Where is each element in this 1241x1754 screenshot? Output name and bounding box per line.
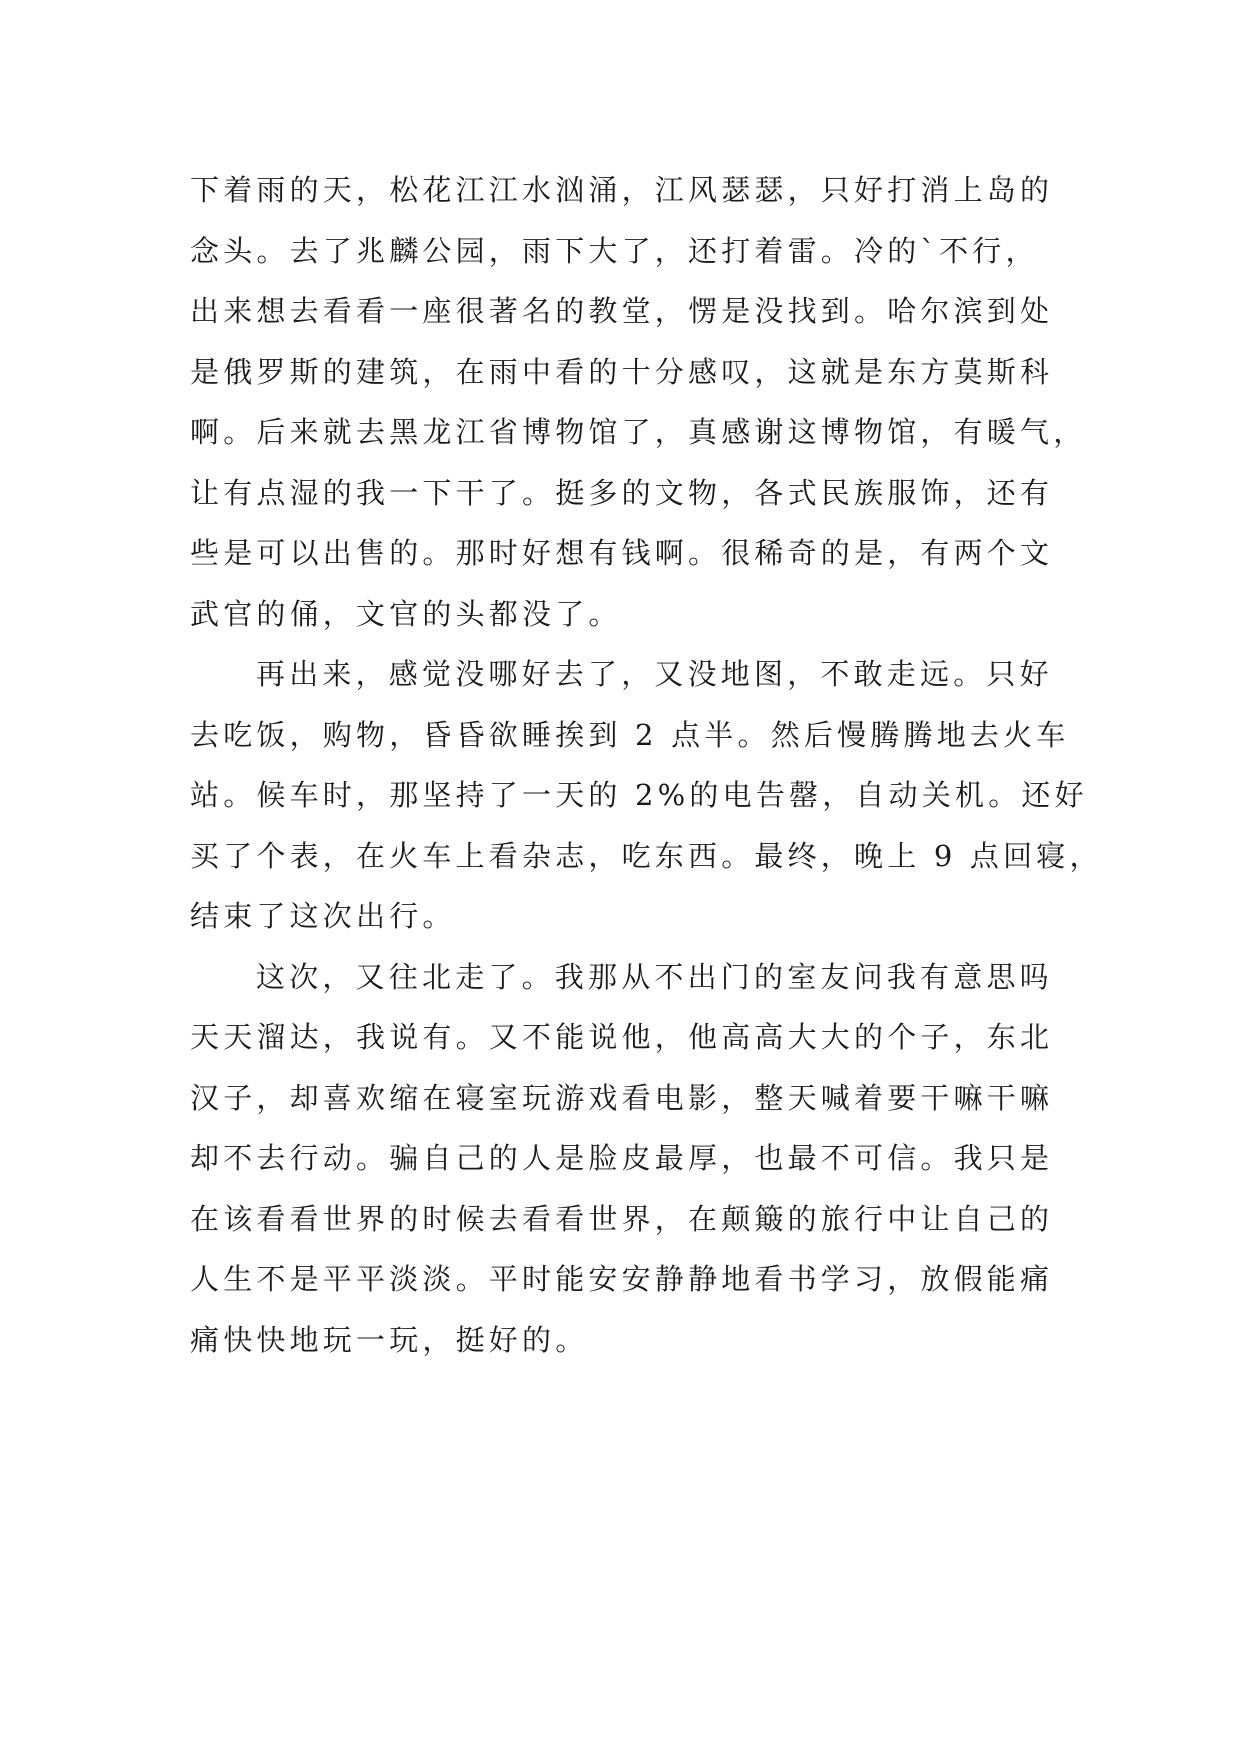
text-line: 是俄罗斯的建筑，在雨中看的十分感叹，这就是东方莫斯科 [190,354,1054,389]
text-line: 让有点湿的我一下干了。挺多的文物，各式民族服饰，还有 [190,475,1054,510]
paragraph-1 [190,160,1087,644]
text-line: 站。候车时，那坚持了一天的 2%的电告罄，自动关机。还好 [190,778,1088,812]
text-line: 出来想去看看一座很著名的教堂，愣是没找到。哈尔滨到处 [190,294,1054,328]
paragraph-2 [190,644,1103,947]
text-line: 再出来，感觉没哪好去了，又没地图，不敢走远。只好 [256,657,1053,691]
text-line: 些是可以出售的。那时好想有钱啊。很稀奇的是，有两个文 [190,536,1054,570]
text-line: 却不去行动。骗自己的人是脸皮最厚，也最不可信。我只是 [190,1141,1054,1175]
text-line: 结束了这次出行。 [190,899,456,933]
text-line: 在该看看世界的时候去看看世界，在颠簸的旅行中让自己的 [190,1201,1054,1236]
text-line: 人生不是平平淡淡。平时能安安静静地看书学习，放假能痛 [190,1262,1054,1296]
text-line: 啊。后来就去黑龙江省博物馆了，真感谢这博物馆，有暖气， [190,415,1087,449]
text-line: 武官的俑，文官的头都没了。 [190,596,622,631]
text-line: 念头。去了兆麟公园，雨下大了，还打着雷。冷的`不行， [190,233,1039,268]
document-body [190,160,1103,1370]
text-line: 下着雨的天，松花江江水汹涌，江风瑟瑟，只好打消上岛的 [190,173,1054,207]
text-line: 这次，又往北走了。我那从不出门的室友问我有意思吗 [256,959,1053,994]
text-line: 痛快快地玩一玩，挺好的。 [190,1322,589,1357]
text-line: 买了个表，在火车上看杂志，吃东西。最终，晚上 9 点回寝， [190,838,1103,873]
text-line: 去吃饭，购物，昏昏欲睡挨到 2 点半。然后慢腾腾地去火车 [190,717,1070,752]
text-line: 天天溜达，我说有。又不能说他，他高高大大的个子，东北 [190,1020,1054,1054]
text-line: 汉子，却喜欢缩在寝室玩游戏看电影，整天喊着要干嘛干嘛 [190,1080,1054,1115]
paragraph-3 [190,947,1054,1371]
